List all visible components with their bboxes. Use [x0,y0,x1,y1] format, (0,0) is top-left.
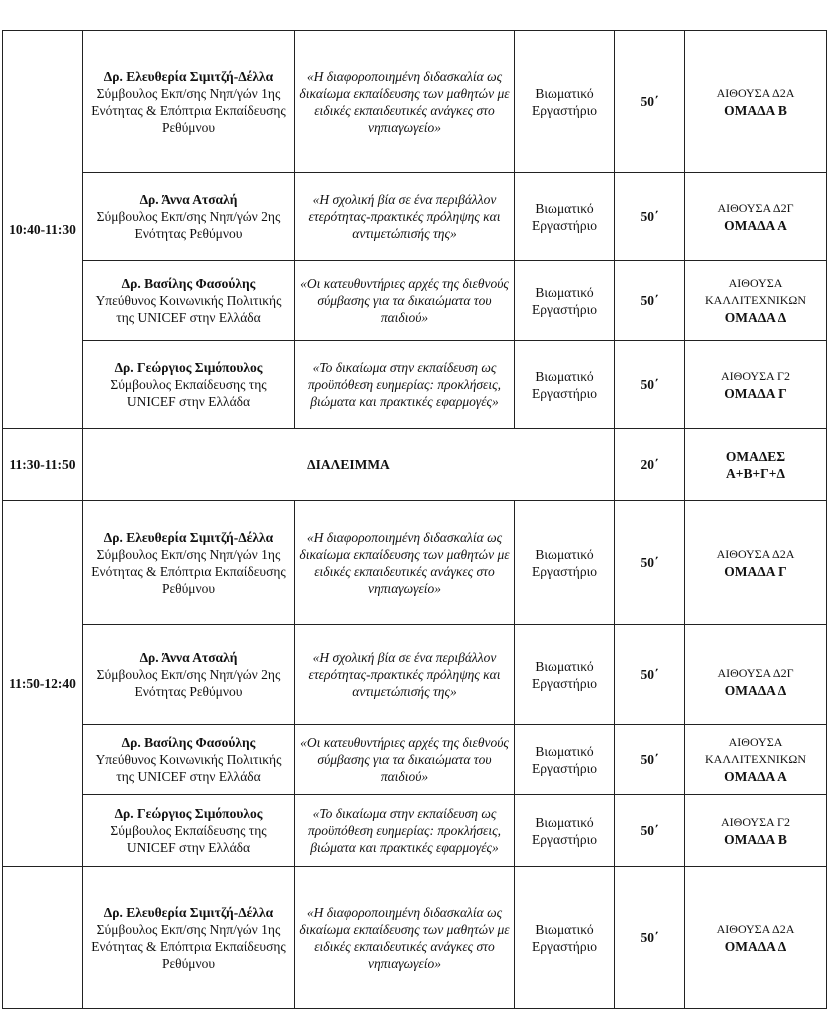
session-time: 11:50-12:40 [3,501,83,867]
speaker-cell [83,501,295,625]
topic-cell: «Οι κατευθυντήριες αρχές της διεθνούς σύμβασης για τα δικαιώματα του παιδιού» [295,725,515,795]
room-cell [685,867,827,1009]
table-row [3,795,827,867]
speaker-cell [83,867,295,1009]
room-cell [685,173,827,261]
speaker-cell [83,341,295,429]
type-cell: Βιωματικό Εργαστήριο [515,501,615,625]
speaker-name: Δρ. Ελευθερία Σιμιτζή-Δέλλα [103,529,274,545]
table-row [3,341,827,429]
speaker-role: Σύμβουλος Εκπ/σης Νηπ/γών 1ης Ενότητας & Επόπτρια Εκπαίδευσης Ρεθύμνου [91,85,286,135]
type-cell: Βιωματικό Εργαστήριο [515,725,615,795]
speaker-cell [83,31,295,173]
speaker-name: Δρ. Άννα Ατσαλή [139,650,238,665]
break-groups-cell [685,429,827,501]
room-cell [685,795,827,867]
speaker-role: Σύμβουλος Εκπ/σης Νηπ/γών 1ης Ενότητας & Επόπτρια Εκπαίδευσης Ρεθύμνου [91,921,286,971]
topic-cell: «Οι κατευθυντήριες αρχές της διεθνούς σύμβασης για τα δικαιώματα του παιδιού» [295,261,515,341]
topic-cell: «Η διαφοροποιημένη διδασκαλία ως δικαίωμα εκπαίδευσης των μαθητών με ειδικές εκπαιδευτικές ανάγκες στο νηπιαγωγείο» [295,867,515,1009]
speaker-role: Υπεύθυνος Κοινωνικής Πολιτικής της UNICEF στην Ελλάδα [95,752,282,784]
room-cell [685,341,827,429]
speaker-cell [83,173,295,261]
room-name: ΑΙΘΟΥΣΑ Δ2Α [716,921,795,936]
speaker-name: Δρ. Γεώργιος Σιμόπουλος [114,806,263,821]
room-cell [685,501,827,625]
room-name: ΑΙΘΟΥΣΑ Δ2Γ [717,665,794,680]
table-row [3,625,827,725]
speaker-cell [83,725,295,795]
table-row [3,261,827,341]
speaker-role: Υπεύθυνος Κοινωνικής Πολιτικής της UNICEF στην Ελλάδα [95,293,282,325]
break-label: ΔΙΑΛΕΙΜΜΑ [83,429,615,501]
session-time [3,867,83,1009]
speaker-role: Σύμβουλος Εκπαίδευσης της UNICEF στην Ελλάδα [110,823,267,855]
duration-cell: 50΄ [615,501,685,625]
room-cell [685,261,827,341]
room-name: ΑΙΘΟΥΣΑ Δ2Γ [717,200,794,215]
group-name: ΟΜΑΔΑ Α [724,769,787,784]
type-cell: Βιωματικό Εργαστήριο [515,341,615,429]
duration-cell: 50΄ [615,867,685,1009]
schedule-table [2,30,827,1009]
type-cell: Βιωματικό Εργαστήριο [515,867,615,1009]
speaker-role: Σύμβουλος Εκπ/σης Νηπ/γών 1ης Ενότητας & Επόπτρια Εκπαίδευσης Ρεθύμνου [91,546,286,596]
speaker-cell [83,261,295,341]
group-name: ΟΜΑΔΑ Β [724,831,787,847]
session-time: 10:40-11:30 [3,31,83,429]
duration-cell: 50΄ [615,261,685,341]
topic-cell: «Η διαφοροποιημένη διδασκαλία ως δικαίωμα εκπαίδευσης των μαθητών με ειδικές εκπαιδευτικές ανάγκες στο νηπιαγωγείο» [295,31,515,173]
speaker-name: Δρ. Βασίλης Φασούλης [121,735,256,750]
group-name: ΟΜΑΔΑ Δ [724,310,787,325]
speaker-role: Σύμβουλος Εκπ/σης Νηπ/γών 2ης Ενότητας Ρεθύμνου [96,667,281,699]
type-cell: Βιωματικό Εργαστήριο [515,795,615,867]
speaker-name: Δρ. Ελευθερία Σιμιτζή-Δέλλα [103,68,274,84]
speaker-role: Σύμβουλος Εκπαίδευσης της UNICEF στην Ελλάδα [110,377,267,409]
topic-cell: «Το δικαίωμα στην εκπαίδευση ως προϋπόθεση ευημερίας: προκλήσεις, βιώματα και πρακτικές εφαρμογές» [295,795,515,867]
break-duration: 20΄ [615,429,685,501]
group-name: ΟΜΑΔΑ Δ [724,682,787,698]
room-name: ΑΙΘΟΥΣΑ Δ2Α [716,546,795,561]
room-name: ΑΙΘΟΥΣΑ Δ2Α [716,85,795,100]
break-groups-label: ΟΜΑΔΕΣ [725,448,786,464]
speaker-name: Δρ. Βασίλης Φασούλης [121,276,256,291]
speaker-name: Δρ. Άννα Ατσαλή [139,192,238,207]
type-cell: Βιωματικό Εργαστήριο [515,625,615,725]
duration-cell: 50΄ [615,625,685,725]
group-name: ΟΜΑΔΑ Γ [724,385,787,401]
duration-cell: 50΄ [615,31,685,173]
duration-cell: 50΄ [615,341,685,429]
type-cell: Βιωματικό Εργαστήριο [515,31,615,173]
group-name: ΟΜΑΔΑ Δ [724,938,787,954]
speaker-name: Δρ. Γεώργιος Σιμόπουλος [114,360,263,375]
speaker-cell [83,795,295,867]
break-time: 11:30-11:50 [3,429,83,501]
table-row [3,725,827,795]
room-name: ΑΙΘΟΥΣΑ Γ2 [721,368,790,383]
table-row [3,867,827,1009]
group-name: ΟΜΑΔΑ Β [724,102,787,118]
break-row [3,429,827,501]
speaker-name: Δρ. Ελευθερία Σιμιτζή-Δέλλα [103,904,274,920]
speaker-cell [83,625,295,725]
room-cell [685,625,827,725]
duration-cell: 50΄ [615,795,685,867]
room-name: ΑΙΘΟΥΣΑ Γ2 [721,814,790,829]
duration-cell: 50΄ [615,173,685,261]
topic-cell: «Η σχολική βία σε ένα περιβάλλον ετερότητας-πρακτικές πρόληψης και αντιμετώπισής της» [295,173,515,261]
type-cell: Βιωματικό Εργαστήριο [515,261,615,341]
table-row [3,501,827,625]
topic-cell: «Η διαφοροποιημένη διδασκαλία ως δικαίωμα εκπαίδευσης των μαθητών με ειδικές εκπαιδευτικές ανάγκες στο νηπιαγωγείο» [295,501,515,625]
speaker-role: Σύμβουλος Εκπ/σης Νηπ/γών 2ης Ενότητας Ρεθύμνου [96,209,281,241]
group-name: ΟΜΑΔΑ Α [724,217,787,233]
room-name: ΑΙΘΟΥΣΑ ΚΑΛΛΙΤΕΧΝΙΚΩΝ [705,735,806,766]
type-cell: Βιωματικό Εργαστήριο [515,173,615,261]
group-name: ΟΜΑΔΑ Γ [724,563,787,579]
table-row [3,173,827,261]
duration-cell: 50΄ [615,725,685,795]
room-name: ΑΙΘΟΥΣΑ ΚΑΛΛΙΤΕΧΝΙΚΩΝ [705,276,806,307]
room-cell [685,725,827,795]
room-cell [685,31,827,173]
table-row [3,31,827,173]
topic-cell: «Το δικαίωμα στην εκπαίδευση ως προϋπόθεση ευημερίας: προκλήσεις, βιώματα και πρακτικές εφαρμογές» [295,341,515,429]
topic-cell: «Η σχολική βία σε ένα περιβάλλον ετερότητας-πρακτικές πρόληψης και αντιμετώπισής της» [295,625,515,725]
break-groups: Α+Β+Γ+Δ [726,465,785,481]
